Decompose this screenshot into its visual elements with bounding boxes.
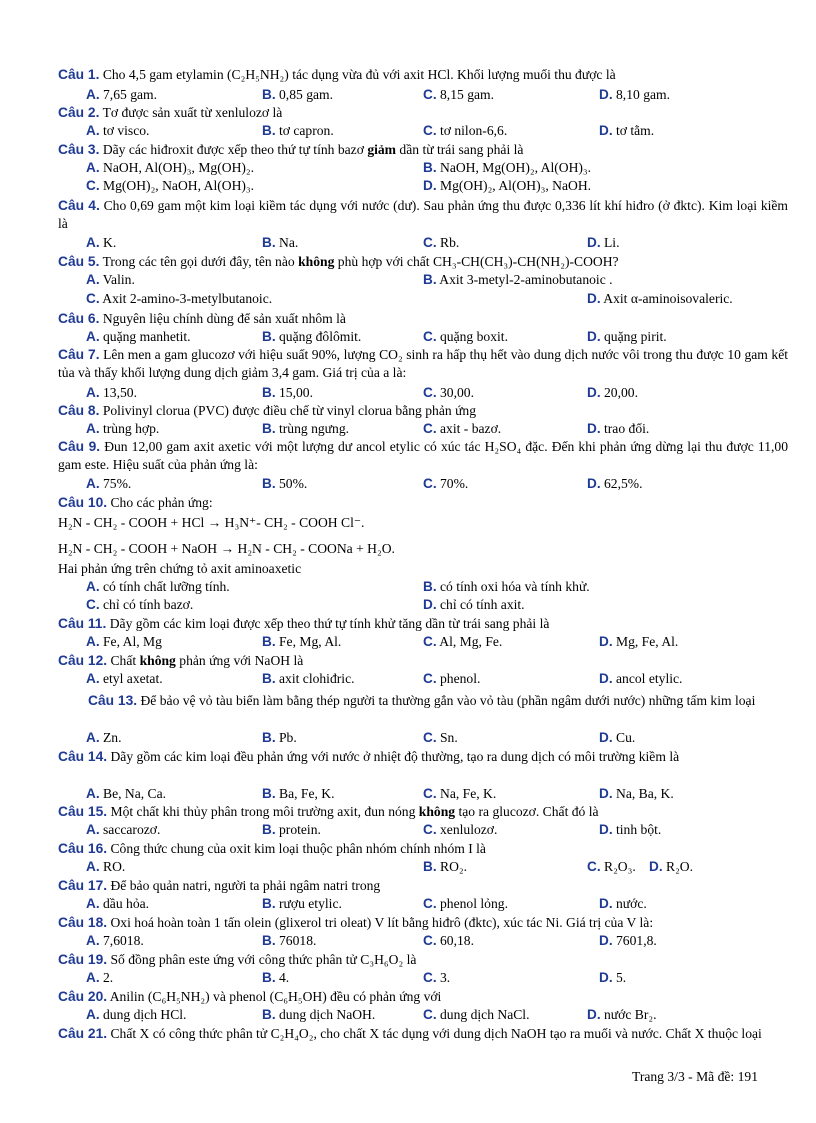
option-letter: A. — [86, 634, 100, 649]
option-d: trao đổi. — [604, 421, 650, 436]
question-1 — [58, 66, 784, 84]
option-d: Cu. — [616, 730, 636, 745]
question-number: Câu 1. — [58, 67, 100, 82]
question-21 — [58, 1025, 788, 1043]
question-text: Lên men a gam glucozơ với hiệu suất 90%, lượng CO₂ sinh ra hấp thụ hết vào dung dịch nước vôi trong thu được 10 gam kết tủa và thấy khối lượng dung dịch giảm 3,4 gam. Giá trị của a là: — [58, 347, 789, 380]
option-letter: A. — [86, 123, 100, 138]
options-18 — [86, 932, 786, 950]
option-c: Mg(OH)₂, NaOH, Al(OH)₃. — [103, 178, 255, 193]
option-c: dung dịch NaCl. — [440, 1007, 530, 1022]
option-b: 0,85 gam. — [279, 87, 333, 102]
options-8 — [86, 420, 786, 438]
option-letter: C. — [423, 933, 437, 948]
option-letter: D. — [587, 385, 601, 400]
options-2 — [86, 122, 786, 140]
option-letter: D. — [587, 329, 601, 344]
option-letter: D. — [649, 859, 663, 874]
question-11 — [58, 615, 784, 633]
option-c: chỉ có tính bazơ. — [103, 597, 194, 612]
option-d: chỉ có tính axit. — [440, 597, 525, 612]
option-d: Li. — [604, 235, 620, 250]
option-c: Al, Mg, Fe. — [439, 634, 503, 649]
option-letter: B. — [262, 1007, 276, 1022]
option-letter: D. — [599, 786, 613, 801]
option-b: 76018. — [279, 933, 317, 948]
option-b: axit clohiđric. — [279, 671, 355, 686]
options-3b — [86, 177, 786, 195]
option-b: 50%. — [279, 476, 308, 491]
question-text: dần từ trái sang phải là — [399, 142, 524, 157]
option-d: R₂O. — [666, 859, 694, 874]
question-number: Câu 3. — [58, 142, 100, 157]
question-text: Đun 12,00 gam axit axetic với một lượng dư ancol etylic có xúc tác H₂SO₄ đặc. Đến khi phản ứng dừng lại thu được 11,00 gam este. Hiệu suất của phản ứng là: — [58, 439, 788, 472]
option-letter: D. — [587, 235, 601, 250]
option-c: Na, Fe, K. — [440, 786, 497, 801]
option-d: nước. — [616, 896, 647, 911]
question-number: Câu 11. — [58, 616, 107, 631]
options-1 — [86, 86, 786, 104]
option-letter: C. — [423, 634, 437, 649]
option-c: quặng boxit. — [440, 329, 508, 344]
option-a: Zn. — [103, 730, 122, 745]
option-letter: A. — [86, 272, 100, 287]
option-b: 15,00. — [279, 385, 313, 400]
option-letter: A. — [86, 385, 100, 400]
question-text: tạo ra glucozơ. Chất đó là — [458, 804, 599, 819]
option-b: Na. — [279, 235, 299, 250]
option-letter: B. — [262, 123, 276, 138]
option-c: 60,18. — [440, 933, 474, 948]
option-letter: D. — [599, 970, 613, 985]
option-letter: C. — [423, 671, 437, 686]
question-text: Dãy các hiđroxit được xếp theo thứ tự tính bazơ — [102, 142, 364, 157]
option-letter: B. — [423, 160, 437, 175]
option-a: tơ visco. — [103, 123, 150, 138]
option-a: NaOH, Al(OH)₃, Mg(OH)₂. — [103, 160, 255, 175]
question-number: Câu 5. — [58, 254, 100, 269]
option-letter: D. — [587, 421, 601, 436]
option-letter: C. — [86, 291, 100, 306]
option-letter: B. — [262, 933, 276, 948]
option-d: ancol etylic. — [616, 671, 683, 686]
option-letter: A. — [86, 476, 100, 491]
question-text: Để bảo vệ vỏ tàu biển làm bằng thép người ta thường gắn vào vỏ tàu (phần ngâm dưới nước) những tấm kim loại — [140, 693, 756, 708]
option-letter: C. — [423, 476, 437, 491]
option-c: axit - bazơ. — [440, 421, 502, 436]
options-14 — [86, 785, 786, 803]
option-a: 7,6018. — [103, 933, 144, 948]
option-c: phenol. — [440, 671, 481, 686]
option-d: 20,00. — [604, 385, 638, 400]
question-number: Câu 20. — [58, 989, 108, 1004]
options-4 — [86, 234, 786, 252]
option-c: 3. — [440, 970, 451, 985]
option-letter: D. — [599, 671, 613, 686]
question-15 — [58, 803, 784, 821]
option-letter: B. — [262, 634, 276, 649]
option-letter: B. — [262, 87, 276, 102]
option-d: tinh bột. — [616, 822, 662, 837]
question-number: Câu 18. — [58, 915, 108, 930]
question-3 — [58, 141, 784, 159]
option-letter: C. — [423, 1007, 437, 1022]
question-text: Một chất khi thủy phân trong môi trường axit, đun nóng — [110, 804, 416, 819]
option-letter: D. — [599, 896, 613, 911]
option-c: 30,00. — [440, 385, 474, 400]
question-number: Câu 21. — [58, 1026, 108, 1041]
options-10a — [86, 578, 786, 596]
options-5a — [86, 271, 786, 289]
option-b: RO₂. — [440, 859, 468, 874]
question-6 — [58, 310, 784, 328]
option-letter: B. — [262, 786, 276, 801]
option-letter: C. — [423, 786, 437, 801]
option-d: 7601,8. — [616, 933, 657, 948]
option-a: 7,65 gam. — [103, 87, 157, 102]
option-letter: A. — [86, 896, 100, 911]
option-b: 4. — [279, 970, 290, 985]
question-text: Dãy gồm các kim loại đều phản ứng với nước ở nhiệt độ thường, tạo ra dung dịch có môi trường kiềm là — [110, 749, 680, 764]
options-13 — [86, 729, 786, 747]
option-d: Axit α-aminoisovaleric. — [603, 291, 733, 306]
question-number: Câu 2. — [58, 105, 100, 120]
option-b: có tính oxi hóa và tính khử. — [440, 579, 590, 594]
option-d: Mg(OH)₂, Al(OH)₃, NaOH. — [440, 178, 592, 193]
question-text: phù hợp với chất CH₃-CH(CH₃)-CH(NH₂)-COOH? — [337, 254, 619, 269]
option-c: Sn. — [440, 730, 458, 745]
option-letter: C. — [86, 597, 100, 612]
option-letter: A. — [86, 329, 100, 344]
options-5b — [86, 290, 786, 308]
option-letter: B. — [262, 421, 276, 436]
options-19 — [86, 969, 786, 987]
option-letter: B. — [262, 385, 276, 400]
question-text: Trong các tên gọi dưới đây, tên nào — [102, 254, 295, 269]
option-b: Axit 3-metyl-2-aminobutanoic . — [439, 272, 613, 287]
options-16 — [86, 858, 786, 876]
option-letter: A. — [86, 1007, 100, 1022]
option-b: NaOH, Mg(OH)₂, Al(OH)₃. — [440, 160, 592, 175]
question-text: Cho các phản ứng: — [110, 495, 213, 510]
option-letter: C. — [423, 421, 437, 436]
option-letter: B. — [262, 329, 276, 344]
question-number: Câu 17. — [58, 878, 108, 893]
option-letter: C. — [423, 970, 437, 985]
option-letter: A. — [86, 579, 100, 594]
option-b: rượu etylic. — [279, 896, 342, 911]
options-6 — [86, 328, 786, 346]
option-letter: C. — [423, 385, 437, 400]
options-15 — [86, 821, 786, 839]
option-b: Ba, Fe, K. — [279, 786, 335, 801]
option-letter: B. — [262, 730, 276, 745]
option-letter: A. — [86, 822, 100, 837]
option-a: Fe, Al, Mg — [103, 634, 162, 649]
question-text: Hai phản ứng trên chứng tỏ axit aminoaxetic — [58, 561, 302, 576]
options-12 — [86, 670, 786, 688]
option-a: RO. — [103, 859, 126, 874]
question-number: Câu 19. — [58, 952, 108, 967]
option-c: xenlulozơ. — [440, 822, 498, 837]
question-text-bold: không — [139, 653, 176, 668]
option-b: tơ capron. — [279, 123, 334, 138]
question-number: Câu 4. — [58, 198, 100, 213]
option-c: R₂O₃. — [604, 859, 636, 874]
option-d: quặng pirit. — [604, 329, 667, 344]
options-3a — [86, 159, 786, 177]
option-letter: A. — [86, 87, 100, 102]
question-14 — [58, 748, 788, 766]
option-letter: A. — [86, 160, 100, 175]
option-c: phenol lỏng. — [440, 896, 508, 911]
option-d: nước Br₂. — [604, 1007, 657, 1022]
question-7 — [58, 346, 788, 382]
option-c: tơ nilon-6,6. — [440, 123, 508, 138]
question-number: Câu 12. — [58, 653, 108, 668]
option-letter: D. — [599, 933, 613, 948]
option-c: Axit 2-amino-3-metylbutanoic. — [102, 291, 273, 306]
option-letter: C. — [86, 178, 100, 193]
option-letter: C. — [587, 859, 601, 874]
question-number: Câu 7. — [58, 347, 100, 362]
option-letter: B. — [262, 896, 276, 911]
option-d: 62,5%. — [604, 476, 643, 491]
question-text: Nguyên liệu chính dùng để sản xuất nhôm là — [102, 311, 346, 326]
question-13 — [58, 692, 788, 710]
option-letter: C. — [423, 896, 437, 911]
option-letter: D. — [587, 1007, 601, 1022]
option-c: 8,15 gam. — [440, 87, 494, 102]
question-number: Câu 6. — [58, 311, 100, 326]
option-d: 5. — [616, 970, 627, 985]
options-11 — [86, 633, 786, 651]
option-letter: B. — [262, 822, 276, 837]
option-letter: D. — [423, 178, 437, 193]
option-a: 75%. — [103, 476, 132, 491]
option-d: Na, Ba, K. — [616, 786, 674, 801]
option-a: Valin. — [102, 272, 135, 287]
option-a: Be, Na, Ca. — [103, 786, 167, 801]
option-letter: C. — [423, 329, 437, 344]
option-letter: A. — [86, 859, 100, 874]
options-17 — [86, 895, 786, 913]
question-9 — [58, 438, 788, 474]
question-text: Chất X có công thức phân tử C₂H₄O₂, cho chất X tác dụng với dung dịch NaOH tạo ra muối và nước. Chất X thuộc loại — [110, 1026, 762, 1041]
options-9 — [86, 475, 786, 493]
options-20 — [86, 1006, 786, 1024]
option-a: etyl axetat. — [103, 671, 163, 686]
question-5 — [58, 253, 784, 271]
option-letter: A. — [86, 730, 100, 745]
option-c: 70%. — [440, 476, 469, 491]
option-c: Rb. — [440, 235, 460, 250]
question-19 — [58, 951, 784, 969]
equation-1: H₂N - CH₂ - COOH + HCl → H₃N⁺- CH₂ - COOH Cl⁻. — [58, 515, 365, 530]
option-a: dung dịch HCl. — [103, 1007, 187, 1022]
option-a: K. — [103, 235, 117, 250]
question-text-bold: không — [418, 804, 456, 819]
option-b: Fe, Mg, Al. — [279, 634, 342, 649]
options-7 — [86, 384, 786, 402]
option-b: Pb. — [279, 730, 297, 745]
question-number: Câu 9. — [58, 439, 101, 454]
question-text: Tơ được sản xuất từ xenlulozơ là — [102, 105, 283, 120]
question-number: Câu 10. — [58, 495, 108, 510]
question-text: Polivinyl clorua (PVC) được điều chế từ vinyl clorua bằng phản ứng — [102, 403, 477, 418]
option-letter: B. — [262, 970, 276, 985]
option-d: tơ tằm. — [616, 123, 655, 138]
question-2 — [58, 104, 784, 122]
question-4 — [58, 197, 788, 233]
option-letter: B. — [262, 671, 276, 686]
equation-2: H₂N - CH₂ - COOH + NaOH → H₂N - CH₂ - COONa + H₂O. — [58, 541, 395, 556]
option-a: 13,50. — [103, 385, 137, 400]
option-b: quặng đôlômit. — [279, 329, 362, 344]
option-letter: D. — [587, 291, 601, 306]
question-text: Chất — [110, 653, 137, 668]
option-letter: A. — [86, 970, 100, 985]
question-text: Để bảo quản natri, người ta phải ngâm natri trong — [110, 878, 381, 893]
option-d: 8,10 gam. — [616, 87, 670, 102]
option-letter: D. — [599, 730, 613, 745]
question-number: Câu 15. — [58, 804, 108, 819]
question-text: Cho 0,69 gam một kim loại kiềm tác dụng với nước (dư). Sau phản ứng thu được 0,336 lít khí hiđro (ở đktc). Kim loại kiềm là — [58, 198, 789, 231]
question-text: Anilin (C₆H₅NH₂) và phenol (C₆H₅OH) đều có phản ứng với — [109, 989, 442, 1004]
option-letter: C. — [423, 123, 437, 138]
option-letter: C. — [423, 235, 437, 250]
question-10 — [58, 494, 784, 512]
question-number: Câu 13. — [88, 693, 138, 708]
option-letter: A. — [86, 786, 100, 801]
option-letter: C. — [423, 822, 437, 837]
option-letter: C. — [423, 87, 437, 102]
option-a: có tính chất lưỡng tính. — [103, 579, 230, 594]
option-a: quặng manhetit. — [103, 329, 191, 344]
question-text: Oxi hoá hoàn toàn 1 tấn olein (glixerol tri oleat) V lít bằng hiđrô (đktc), xúc tác Ni. Giá trị của V là: — [110, 915, 654, 930]
option-letter: D. — [599, 822, 613, 837]
option-a: 2. — [103, 970, 114, 985]
option-letter: B. — [423, 579, 437, 594]
option-d: Mg, Fe, Al. — [616, 634, 679, 649]
option-letter: D. — [599, 87, 613, 102]
question-17 — [58, 877, 784, 895]
question-text: Công thức chung của oxit kim loại thuộc phân nhóm chính nhóm I là — [110, 841, 486, 856]
option-letter: D. — [423, 597, 437, 612]
question-text-bold: giảm — [367, 142, 397, 157]
question-text: phản ứng với NaOH là — [179, 653, 304, 668]
option-letter: A. — [86, 421, 100, 436]
question-text: Dãy gồm các kim loại được xếp theo thứ tự tính khử tăng dần từ trái sang phải là — [109, 616, 550, 631]
question-8 — [58, 402, 784, 420]
question-16 — [58, 840, 784, 858]
option-letter: A. — [86, 235, 100, 250]
option-letter: B. — [262, 476, 276, 491]
options-10b — [86, 596, 786, 614]
option-letter: B. — [262, 235, 276, 250]
option-b: trùng ngưng. — [279, 421, 350, 436]
question-number: Câu 16. — [58, 841, 108, 856]
option-letter: A. — [86, 933, 100, 948]
question-number: Câu 14. — [58, 749, 108, 764]
option-letter: D. — [599, 634, 613, 649]
question-text: Cho 4,5 gam etylamin (C₂H₅NH₂) tác dụng vừa đủ với axit HCl. Khối lượng muối thu được là — [102, 67, 616, 82]
question-text: Số đồng phân este ứng với công thức phân tử C₃H₆O₂ là — [110, 952, 417, 967]
option-a: trùng hợp. — [103, 421, 160, 436]
option-a: dầu hỏa. — [103, 896, 150, 911]
option-b: protein. — [279, 822, 321, 837]
option-letter: D. — [599, 123, 613, 138]
option-letter: C. — [423, 730, 437, 745]
page-footer: Trang 3/3 - Mã đề: 191 — [632, 1069, 758, 1084]
question-18 — [58, 914, 784, 932]
option-letter: B. — [423, 859, 437, 874]
question-text-bold: không — [298, 254, 335, 269]
option-letter: B. — [423, 272, 437, 287]
question-20 — [58, 988, 784, 1006]
option-b: dung dịch NaOH. — [279, 1007, 376, 1022]
option-a: saccarozơ. — [103, 822, 161, 837]
option-letter: D. — [587, 476, 601, 491]
option-letter: A. — [86, 671, 100, 686]
question-number: Câu 8. — [58, 403, 100, 418]
question-12 — [58, 652, 784, 670]
